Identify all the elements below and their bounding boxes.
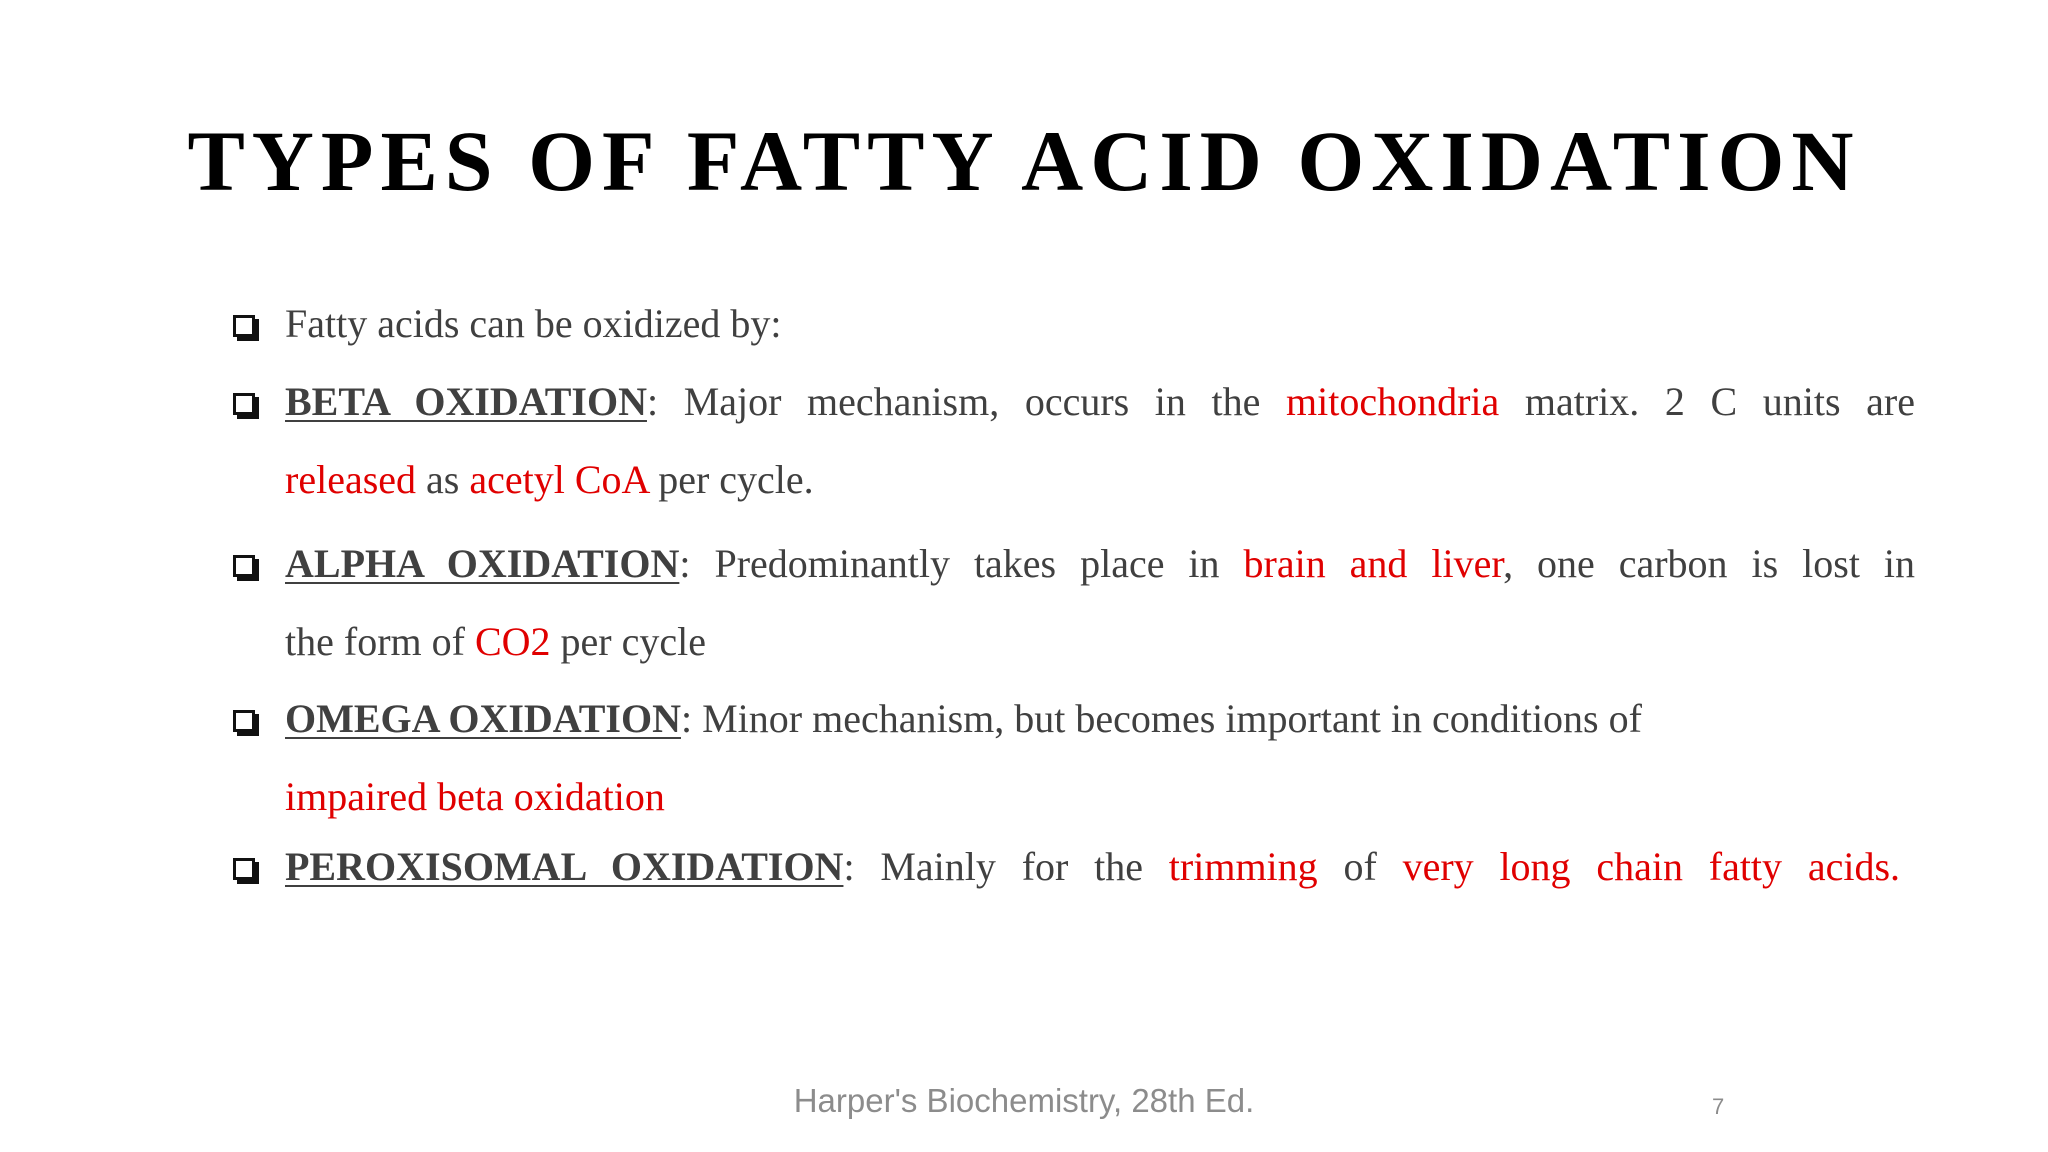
checkbox-bullet-icon [233,555,255,577]
page-number: 7 [1712,1094,1725,1119]
omega-line-1: OMEGA OXIDATION: Minor mechanism, but becomes important in conditions of [285,696,1642,741]
slide-title: TYPES OF FATTY ACID OXIDATION [187,113,1861,209]
beta-term: BETA OXIDATION [285,379,647,424]
highlight-brain-and-liver: brain and liver [1243,541,1504,586]
omega-line-2 [285,773,665,821]
beta-line-1: BETA OXIDATION: Major mechanism, occurs in the mitochondria matrix. 2 C units are [285,379,1915,424]
footer-citation: Harper's Biochemistry, 28th Ed. [793,1082,1255,1119]
peroxisomal-line-1: PEROXISOMAL OXIDATION: Mainly for the trimming of very long chain fatty acids. [285,844,1901,889]
highlight-released: released [285,457,417,502]
alpha-line-2: the form of CO2 per cycle [285,619,706,664]
alpha-term: ALPHA OXIDATION [285,541,680,586]
checkbox-bullet-icon [233,315,255,337]
highlight-trimming: trimming [1168,844,1318,889]
highlight-mitochondria: mitochondria [1286,379,1500,424]
checkbox-bullet-icon [233,858,255,880]
checkbox-bullet-icon [233,393,255,415]
omega-term: OMEGA OXIDATION [285,696,681,741]
alpha-line-1: ALPHA OXIDATION: Predominantly takes place in brain and liver, one carbon is lost in [285,541,1916,586]
checkbox-bullet-icon [233,710,255,732]
highlight-impaired-beta-oxidation: impaired beta oxidation [285,774,665,819]
highlight-acetyl-coa: acetyl CoA [469,457,649,502]
highlight-co2: CO2 [474,619,551,664]
bullet-intro-text: Fatty acids can be oxidized by: [285,301,782,346]
beta-line-2: released as acetyl CoA per cycle. [285,457,814,502]
peroxisomal-term: PEROXISOMAL OXIDATION [285,844,844,889]
highlight-very-long-chain-fatty-acids: very long chain fatty acids. [1402,844,1901,889]
